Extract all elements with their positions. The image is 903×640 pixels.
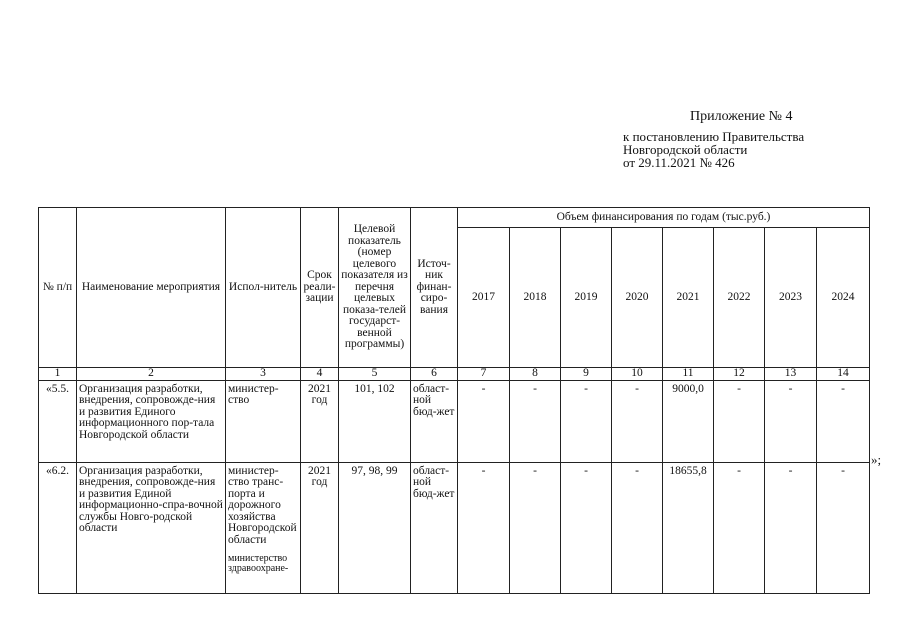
col-name-header: Наименование мероприятия (77, 208, 226, 368)
row-exec: министер-ство транс-порта и дорожного хозяйства Новгородской области (228, 464, 297, 546)
col-number: 7 (458, 368, 510, 381)
row-value: - (765, 380, 817, 462)
col-num-header: № п/п (39, 208, 77, 368)
col-target-header: Целевой показатель (номер целевого показателя из перечня целевых показа-телей государст-венной программы) (339, 208, 411, 368)
row-num: «6.2. (39, 462, 77, 594)
row-value: - (714, 380, 765, 462)
row-exec: министер-ство (226, 380, 301, 462)
row-exec-2: министерство здравоохране- (228, 553, 289, 574)
table-row (39, 380, 870, 462)
col-number: 14 (817, 368, 870, 381)
row-name: Организация разработки, внедрения, сопровожде-ния и развития Единого информационного пор-тала Новгородской области (77, 380, 226, 462)
decree-line-3: от 29.11.2021 № 426 (623, 155, 735, 170)
row-value: - (510, 462, 561, 594)
year-header: 2021 (663, 228, 714, 368)
col-number: 13 (765, 368, 817, 381)
row-exec-cell (226, 462, 301, 594)
col-number: 1 (39, 368, 77, 381)
row-value: - (612, 462, 663, 594)
col-number: 8 (510, 368, 561, 381)
row-value: - (510, 380, 561, 462)
col-source-header: Источ-ник финан-сиро-вания (411, 208, 458, 368)
row-target: 101, 102 (339, 380, 411, 462)
col-number: 5 (339, 368, 411, 381)
year-header: 2023 (765, 228, 817, 368)
col-term-header: Срок реали-зации (301, 208, 339, 368)
year-header: 2019 (561, 228, 612, 368)
col-number: 6 (411, 368, 458, 381)
col-number: 11 (663, 368, 714, 381)
row-value: - (612, 380, 663, 462)
row-source: област-ной бюд-жет (411, 380, 458, 462)
row-value: - (817, 462, 870, 594)
row-value: - (561, 380, 612, 462)
col-funding-header: Объем финансирования по годам (тыс.руб.) (458, 208, 870, 228)
col-number: 3 (226, 368, 301, 381)
appendix-title: Приложение № 4 (690, 109, 793, 124)
row-name: Организация разработки, внедрения, сопровожде-ния и развития Единой информационно-спра-вочной службы Новго-родской области (77, 462, 226, 594)
row-value: - (817, 380, 870, 462)
row-value: 18655,8 (663, 462, 714, 594)
table-row (39, 462, 870, 594)
row-term: 2021 год (301, 380, 339, 462)
row-value: - (561, 462, 612, 594)
row-num: «5.5. (39, 380, 77, 462)
col-number: 4 (301, 368, 339, 381)
row-term: 2021 год (301, 462, 339, 594)
row-value: - (458, 462, 510, 594)
row-value: - (714, 462, 765, 594)
decree-line-1: к постановлению Правительства (623, 129, 805, 144)
year-header: 2024 (817, 228, 870, 368)
decree-line-2: Новгородской области (623, 142, 748, 157)
col-number: 9 (561, 368, 612, 381)
year-header: 2020 (612, 228, 663, 368)
row-target: 97, 98, 99 (339, 462, 411, 594)
col-number: 12 (714, 368, 765, 381)
col-number: 2 (77, 368, 226, 381)
row-source: област-ной бюд-жет (411, 462, 458, 594)
year-header: 2018 (510, 228, 561, 368)
row-value: - (765, 462, 817, 594)
row-value: 9000,0 (663, 380, 714, 462)
row-value: - (458, 380, 510, 462)
closing-quote: »; (871, 452, 882, 467)
year-header: 2022 (714, 228, 765, 368)
col-exec-header: Испол-нитель (226, 208, 301, 368)
col-number: 10 (612, 368, 663, 381)
year-header: 2017 (458, 228, 510, 368)
funding-table (38, 207, 870, 594)
